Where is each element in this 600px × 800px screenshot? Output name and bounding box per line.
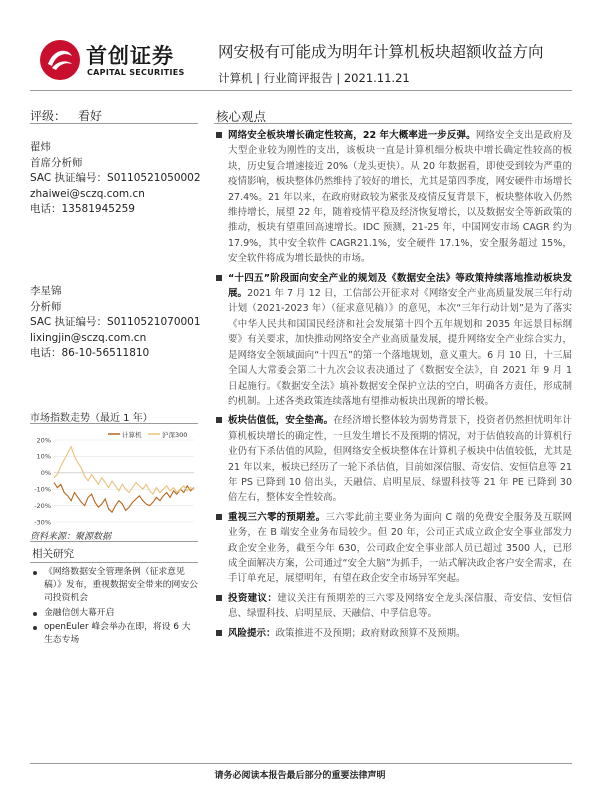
bullet-square-icon [216,514,222,520]
core-view-item [216,626,572,641]
analyst-email[interactable]: zhaiwei@sczq.com.cn [30,187,145,200]
analyst-phone: 电话：86-10-56511810 [30,347,150,359]
core-view-lead: “十四五”阶段面向安全产业的规划及《数据安全法》等政策持续落地推动板块发展。 [228,272,572,300]
footer-divider [30,763,572,764]
y-tick-label: -10% [34,485,51,494]
brand-name: 首创证券 [86,44,174,68]
analyst-card [30,284,201,362]
analyst-sac: SAC 执证编号：S0110521050002 [30,172,201,184]
related-research-divider [30,562,198,563]
report-subtitle: 计算机 | 行业简评报告 | 2021.11.21 [218,71,410,85]
core-views-divider [214,123,572,124]
market-index-chart [30,426,198,526]
legend-label-computer: 计算机 [122,431,142,439]
core-view-item [216,271,572,410]
core-view-text: 建议关注有预期差的三六零及网络安全龙头深信服、奇安信、安恒信息、绿盟科技、启明星辰、天融信、中孚信息等。 [228,592,572,620]
bullet-square-icon [216,595,222,601]
bullet-square-icon [216,630,222,636]
core-view-text: 在经济增长整体较为弱势背景下，投资者仍然担忧明年计算机板块增长的确定性，一旦发生增长不及预期的情况，对于估值较高的计算机行业仍有下杀估值的风险，但网络安全板块整体在计算机子板块中估值较低，尤其是 21 年以来，板块已经历了一轮下杀估值，目前如深信服、奇安信、安恒信息等 21 年 PS 已降到 10 倍出头，天融信、启明星辰、绿盟科技等 21 年 PE 已降到 30 倍左右，整体安全性较高。 [228,415,572,504]
related-research-item[interactable]: openEuler 峰会举办在即，将设 6 大生态专场 [30,621,198,647]
core-view-item [216,510,572,587]
rating-label: 评级： [30,109,67,123]
chart-title-divider [30,423,198,424]
related-research-title: 相关研究 [32,548,74,560]
header-divider [30,90,572,91]
related-research-item[interactable]: 金融信创大幕开启 [30,607,198,620]
core-view-text: 政策推进不及预期；政府财政预算不及预期。 [275,627,466,639]
bullet-square-icon [216,417,222,423]
rating-divider [30,123,198,124]
analyst-name: 李星锦 [30,285,62,297]
capital-securities-logo-icon [38,38,82,82]
legend-label-csi300: 沪深300 [162,431,188,439]
y-tick-label: -20% [34,501,51,510]
company-logo [38,36,208,88]
y-tick-label: 0% [40,469,51,478]
related-research-list [30,566,198,648]
analyst-name: 翟炜 [30,141,51,153]
core-view-lead: 投资建议： [228,592,278,604]
bullet-dot-icon [33,626,37,630]
y-tick-label: -30% [34,518,51,526]
analyst-card [30,140,201,218]
core-views-title: 核心观点 [216,109,267,124]
analyst-role: 分析师 [30,300,62,313]
report-title: 网安极有可能成为明年计算机板块超额收益方向 [218,43,544,61]
bullet-dot-icon [33,612,37,616]
core-view-text: 三六零此前主要业务为面向 C 端的免费安全服务及互联网业务，在 B 端安全业务布局较少。但 20 年，公司正式成立政企安全事业部发力政企安全业务，截至今年 630，公司政企安全事业部人员已超过 3500 人，已形成全面解决方案，公司通过“安全大脑”为抓手，一站式解决政企客户安全需求，在手订单充足，展望明年，有望在政企安全市场异军突起。 [228,511,572,585]
bullet-square-icon [216,275,222,281]
chart-title: 市场指数走势（最近 1 年） [30,413,153,424]
series-line-csi300 [54,447,194,495]
core-view-text: 2021 年 7 月 12 日，工信部公开征求对《网络安全产业高质量发展三年行动计划（2021-2023 年）（征求意见稿）》的意见，本次“三年行动计划”是为了落实《中华人民共和国国民经济和社会发展第十四个五年规划和 2035 年远景目标纲要》有关要求，加快推动网络安全产业高质量发展，提升网络安全产业综合实力，是网络安全领域面向“十四五”的第一个落地规划，意义重大。6 月 10 日，十三届全国人大常委会第二十九次会议表决通过了《数据安全法》，自 2021 年 9 月 1 日起施行。《数据安全法》填补数据安全保护立法的空白，明确各方责任，形成制约机制。上述各类政策连续落地有望推动板块出现新的增长极。 [228,288,572,407]
chart-tick-labels [34,436,51,526]
core-view-text: 网络安全支出是政府及大型企业较为刚性的支出，该板块一直是计算机细分板块中增长确定性较高的板块，历史复合增速接近 20%（龙头更快）。从 20 年数据看，即使受到较为严重的疫情影响，板块整体仍然维持了较好的增长，尤其是第四季度，网安硬件市场增长 27.4%。21 年以来，在政府财政较为紧张及疫情反复背景下，板块整体收入仍然维持增长，展望 22 年，随着疫情平稳及经济恢复增长，以及数据安全等新政策的推动，板块有望重回高速增长。IDC 预测，21-25 年，中国网安市场 CAGR 约为 17.9%，其中安全软件 CAGR21.1%，安全硬件 17.1%，安全服务超过 15%，安全软件将成为增长最快的市场。 [228,130,572,265]
chart-legend [108,430,187,439]
related-research-item[interactable]: 《网络数据安全管理条例（征求意见稿）》发布，重视数据安全带来的网安公司投资机会 [30,566,198,606]
bullet-square-icon [216,132,222,138]
chart-bottom-divider [30,541,198,542]
rating-value: 看好 [78,109,103,123]
core-view-lead: 网络安全板块增长确定性较高，22 年大概率进一步反弹。 [228,130,476,141]
analyst-sac: SAC 执证编号：S0110521070001 [30,316,201,328]
chart-source: 资料来源：聚源数据 [30,532,112,542]
core-view-lead: 重视三六零的预期差。 [228,511,326,523]
core-view-lead: 板块估值低，安全垫高。 [228,415,334,427]
bullet-dot-icon [33,571,37,575]
analyst-role: 首席分析师 [30,156,83,169]
legal-disclaimer-note: 请务必阅读本报告最后部分的重要法律声明 [214,771,386,781]
core-view-lead: 风险提示： [228,627,276,639]
analyst-phone: 电话：13581945259 [30,203,135,215]
core-views-list [216,128,572,645]
core-view-item [216,413,572,505]
analyst-email[interactable]: lixingjin@sczq.com.cn [30,331,147,344]
y-tick-label: 20% [36,436,51,445]
chart-grid [54,440,194,522]
core-view-item [216,591,572,622]
brand-name-en: CAPITAL SECURITIES [87,68,185,77]
rating [30,107,114,124]
y-tick-label: 10% [36,452,51,461]
core-view-item [216,128,572,267]
